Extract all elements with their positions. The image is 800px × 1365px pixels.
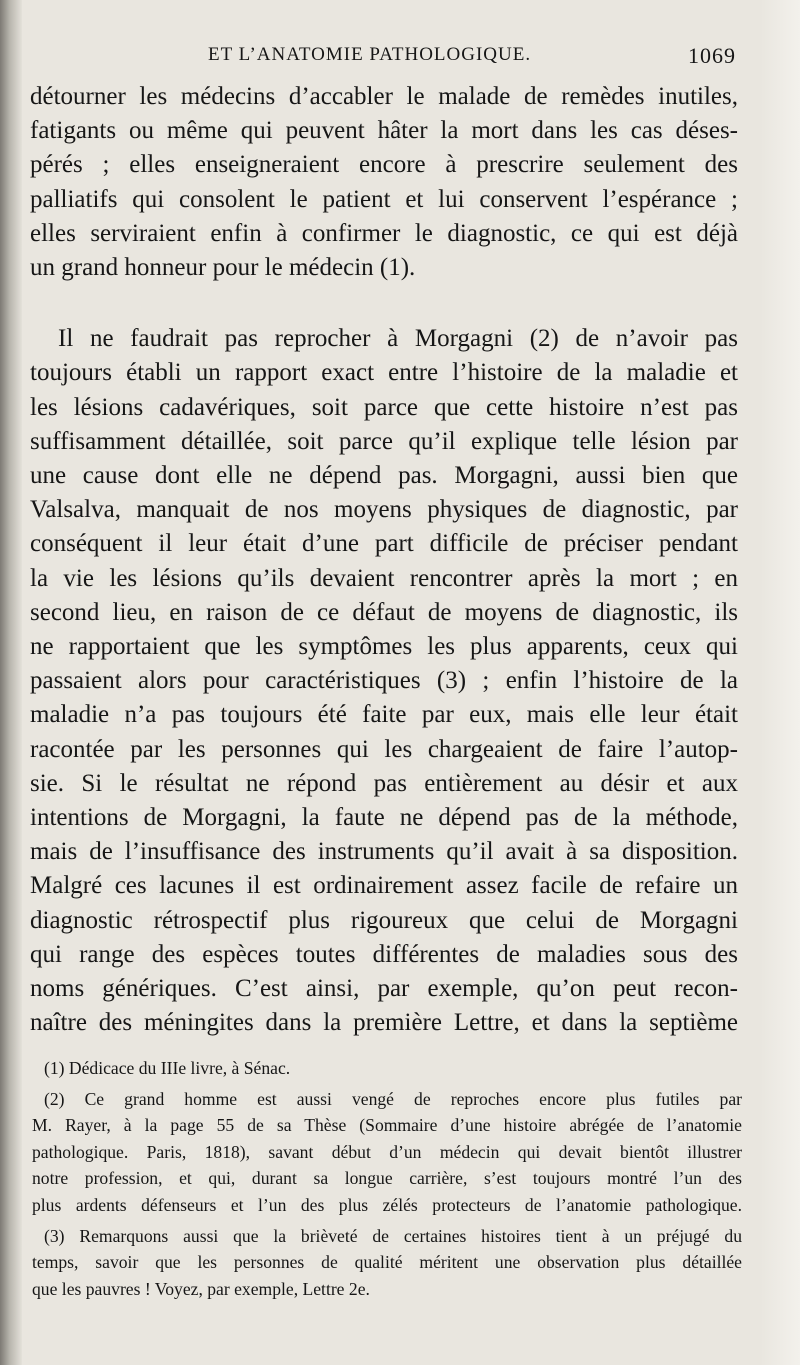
text-line: Il ne faudrait pas reprocher à Morgagni (2) de n’avoir pas [58,325,738,353]
text-line: suffisamment détaillée, soit parce qu’il explique telle lésion par [30,427,738,455]
text-line: sie. Si le résultat ne répond pas entièrement au désir et aux [30,769,738,797]
text-line: qui range des espèces toutes différentes de maladies sous des [30,940,738,968]
page-gutter-shadow [0,0,22,1365]
footnote-line: (2) Ce grand homme est aussi vengé de reproches encore plus futiles par [44,1088,742,1109]
text-line: ne rapportaient que les symptômes les plus apparents, ceux qui [30,633,738,661]
paragraph-spacer [30,285,738,322]
footnote [32,1055,742,1082]
text-line: racontée par les personnes qui les chargeaient de faire l’autop- [30,735,738,763]
footnote-line: notre profession, et qui, durant sa longue carrière, s’est toujours montré l’un des [32,1168,742,1189]
text-line: Valsalva, manquait de nos moyens physiques de diagnostic, par [30,496,738,524]
footnote-line: que les pauvres ! Voyez, par exemple, Lettre 2e. [32,1278,370,1299]
footnote-line: (3) Remarquons aussi que la brièveté de certaines histoires tient à un préjugé du [44,1225,742,1246]
text-line: conséquent il leur était d’une part difficile de préciser pendant [30,530,738,558]
text-line: naître des méningites dans la première Lettre, et dans la septième [30,1009,738,1037]
page-edge [760,0,800,1365]
text-line: détourner les médecins d’accabler le malade de remèdes inutiles, [30,83,738,110]
text-line: Malgré ces lacunes il est ordinairement assez facile de refaire un [30,872,738,900]
text-line: second lieu, en raison de ce défaut de moyens de diagnostic, ils [30,598,738,626]
body-text [30,80,738,1040]
text-line: pérés ; elles enseigneraient encore à prescrire seulement des [30,151,738,179]
text-line: une cause dont elle ne dépend pas. Morgagni, aussi bien que [30,462,738,490]
footnote-line: pathologique. Paris, 1818), savant début d’un médecin qui devait bientôt illustrer [32,1141,742,1162]
footnotes [32,1055,742,1302]
text-line: mais de l’insuffisance des instruments qu’il avait à sa disposition. [30,838,738,866]
footnote-line: M. Rayer, à la page 55 de sa Thèse (Sommaire d’une histoire abrégée de l’anatomie [32,1115,742,1136]
footnote-line: (1) Dédicace du IIIe livre, à Sénac. [44,1058,291,1078]
text-line: les lésions cadavériques, soit parce que cette histoire n’est pas [30,393,738,421]
running-title: ET L’ANATOMIE PATHOLOGIQUE. [208,44,532,65]
paragraph [30,322,738,1040]
text-line: palliatifs qui consolent le patient et lui conservent l’espérance ; [30,185,738,213]
text-line: fatigants ou même qui peuvent hâter la mort dans les cas déses- [30,117,738,145]
text-line: un grand honneur pour le médecin (1). [30,254,416,282]
text-line: intentions de Morgagni, la faute ne dépend pas de la méthode, [30,804,738,832]
text-line: maladie n’a pas toujours été faite par eux, mais elle leur était [30,701,738,729]
footnote-line: temps, savoir que les personnes de qualité méritent une observation plus détaillée [32,1252,742,1273]
footnote-line: plus ardents défenseurs et l’un des plus zélés protecteurs de l’anatomie pathologique. [32,1194,742,1215]
text-line: la vie les lésions qu’ils devaient rencontrer après la mort ; en [30,564,738,592]
text-line: elles serviraient enfin à confirmer le diagnostic, ce qui est déjà [30,219,738,247]
page-number: 1069 [688,43,736,68]
footnote [32,1086,742,1219]
text-line: diagnostic rétrospectif plus rigoureux que celui de Morgagni [30,906,738,934]
text-line: toujours établi un rapport exact entre l’histoire de la maladie et [30,359,738,387]
text-line: noms génériques. C’est ainsi, par exemple, qu’on peut recon- [30,975,738,1003]
text-line: passaient alors pour caractéristiques (3) ; enfin l’histoire de la [30,667,738,695]
footnote [32,1223,742,1303]
paragraph [30,80,738,285]
